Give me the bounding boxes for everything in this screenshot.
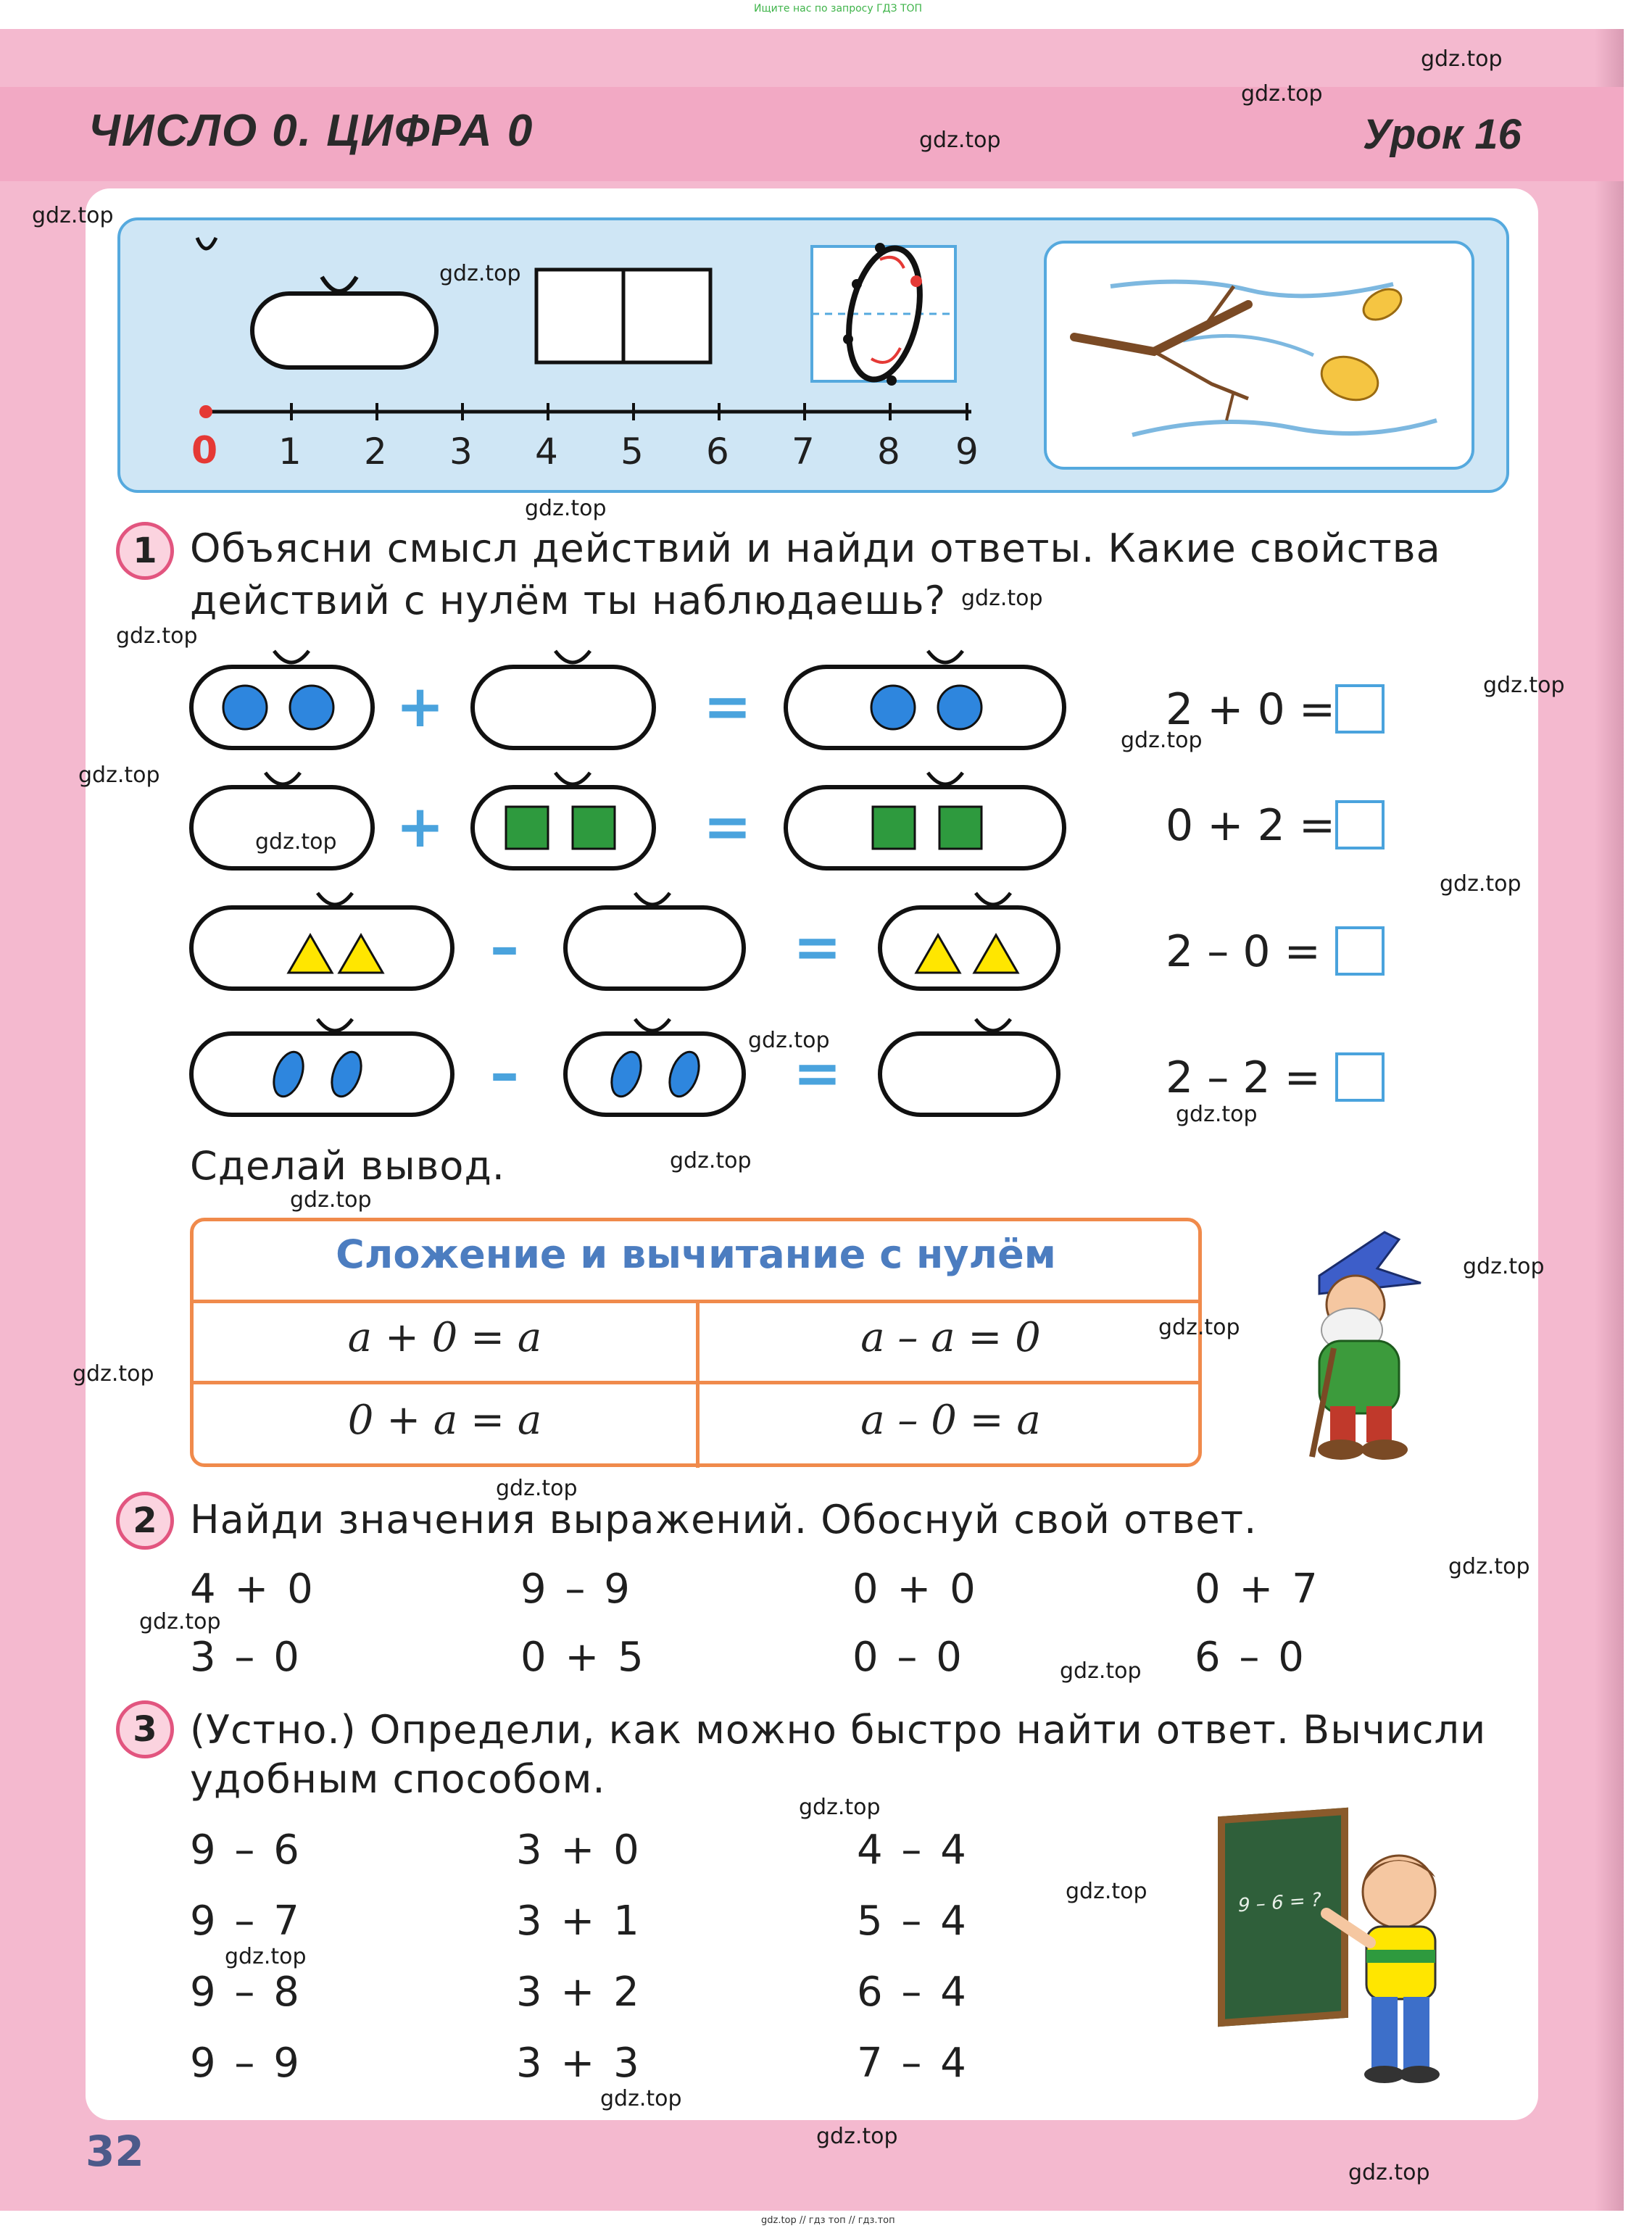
watermark: gdz.top: [439, 261, 521, 286]
row4-two-ovals-capsule: [191, 1019, 452, 1115]
task2-expr-r1-c2: 9 – 9: [520, 1566, 633, 1613]
task2-expr-r1-c1: 4 + 0: [190, 1566, 316, 1613]
rule-table-title: Сложение и вычитание с нулём: [336, 1231, 1056, 1277]
task1-pictures: [181, 638, 1080, 1145]
watermark: gdz.top: [225, 1944, 307, 1969]
task3-col2-1: 3 + 0: [516, 1827, 642, 1874]
watermark: gdz.top: [1448, 1554, 1530, 1579]
rule-cell-2: a – a = 0: [860, 1314, 1041, 1361]
watermark: gdz.top: [961, 586, 1043, 611]
number-line-label-4: 4: [535, 431, 558, 473]
task3-col1-2: 9 – 7: [190, 1898, 302, 1945]
watermark: gdz.top: [525, 496, 607, 521]
empty-cells-icon: [536, 270, 710, 362]
top-banner[interactable]: Ищите нас по запросу ГДЗ ТОП: [754, 3, 923, 14]
number-line-label-9: 9: [955, 431, 979, 473]
row4-minus: –: [490, 1039, 519, 1107]
row1-result-capsule: [786, 651, 1064, 748]
number-line-label-8: 8: [877, 431, 900, 473]
task2-expr-r2-c1: 3 – 0: [190, 1634, 302, 1681]
number-line-label-2: 2: [364, 431, 387, 473]
conclusion-text: Сделай вывод.: [190, 1143, 505, 1189]
equation-3: 2 – 0 =: [1166, 926, 1321, 977]
task2-text: Найди значения выражений. Обоснуй свой ответ.: [190, 1497, 1258, 1542]
watermark: gdz.top: [290, 1187, 372, 1213]
gnome-illustration: [1276, 1225, 1464, 1471]
task1-text-line1: Объясни смысл действий и найди ответы. Какие свойства: [190, 525, 1441, 571]
row4-two-ovals-capsule-2: [565, 1019, 744, 1115]
watermark: gdz.top: [670, 1148, 752, 1173]
task3-col1-3: 9 – 8: [190, 1969, 302, 2016]
rule-cell-3: 0 + a = a: [347, 1397, 542, 1444]
answer-box-4[interactable]: [1335, 1052, 1385, 1102]
rule-table: [190, 1218, 1202, 1467]
answer-box-3[interactable]: [1335, 926, 1385, 976]
row3-empty-capsule: [565, 893, 744, 989]
row1-plus: +: [396, 673, 445, 740]
page-title: ЧИСЛО 0. ЦИФРА 0: [88, 106, 534, 156]
watermark: gdz.top: [816, 2124, 898, 2149]
task1-number-badge: 1: [116, 522, 174, 580]
task3-col2-3: 3 + 2: [516, 1969, 642, 2016]
watermark: gdz.top: [1176, 1102, 1258, 1127]
task3-col3-2: 5 – 4: [857, 1898, 969, 1945]
task3-col3-3: 6 – 4: [857, 1969, 969, 2016]
digit-zero-writing-icon: [812, 241, 955, 386]
watermark: gdz.top: [1241, 81, 1323, 107]
number-line-label-5: 5: [620, 431, 644, 473]
task3-col3-1: 4 – 4: [857, 1827, 969, 1874]
number-line-label-1: 1: [278, 431, 302, 473]
answer-box-2[interactable]: [1335, 800, 1385, 849]
row2-plus: +: [396, 793, 445, 860]
watermark: gdz.top: [1158, 1315, 1240, 1340]
watermark: gdz.top: [1421, 46, 1503, 72]
row2-equals: =: [703, 793, 752, 860]
watermark: gdz.top: [72, 1361, 154, 1387]
lesson-label: Урок 16: [1363, 111, 1522, 158]
task3-text-line2: удобным способом.: [190, 1756, 606, 1802]
watermark: gdz.top: [496, 1476, 578, 1501]
task2-number-badge: 2: [116, 1492, 174, 1550]
task3-number-badge: 3: [116, 1700, 174, 1758]
watermark: gdz.top: [1440, 871, 1522, 897]
watermark: gdz.top: [78, 763, 160, 788]
watermark: gdz.top: [116, 623, 198, 649]
task2-expr-r1-c4: 0 + 7: [1195, 1566, 1321, 1613]
task3-col2-4: 3 + 3: [516, 2040, 642, 2087]
task3-col1-1: 9 – 6: [190, 1827, 302, 1874]
task3-col3-4: 7 – 4: [857, 2040, 969, 2087]
answer-box-1[interactable]: [1335, 684, 1385, 734]
number-line-label-7: 7: [792, 431, 815, 473]
watermark: gdz.top: [919, 128, 1001, 153]
number-line: [199, 403, 971, 420]
row3-minus: –: [490, 913, 519, 981]
watermark: gdz.top: [1060, 1658, 1142, 1684]
number-line-label-0: 0: [191, 429, 218, 473]
row3-equals: =: [793, 913, 842, 981]
equation-1: 2 + 0 =: [1166, 684, 1336, 735]
task2-expr-r2-c2: 0 + 5: [520, 1634, 647, 1681]
watermark: gdz.top: [1483, 673, 1565, 698]
page-number: 32: [86, 2127, 144, 2176]
task3-text-line1: (Устно.) Определи, как можно быстро найти ответ. Вычисли: [190, 1707, 1487, 1753]
watermark: gdz.top: [748, 1028, 830, 1053]
row1-empty-capsule: [473, 651, 654, 748]
task3-col1-4: 9 – 9: [190, 2040, 302, 2087]
row3-result-capsule: [880, 893, 1058, 989]
task3-col2-2: 3 + 1: [516, 1898, 642, 1945]
watermark: gdz.top: [1348, 2160, 1430, 2185]
boy-illustration: [1319, 1841, 1464, 2087]
empty-capsule-icon: [197, 238, 436, 367]
task2-expr-r1-c3: 0 + 0: [852, 1566, 979, 1613]
task1-text-line2: действий с нулём ты наблюдаешь?: [190, 578, 947, 623]
rule-cell-1: a + 0 = a: [347, 1314, 542, 1361]
chalkboard-text: 9 – 6 = ?: [1238, 1889, 1321, 1917]
watermark: gdz.top: [32, 203, 114, 228]
bottom-banner[interactable]: gdz.top // гдз топ // гдз.топ: [761, 2215, 895, 2226]
row2-two-squares-capsule: [473, 773, 654, 868]
task2-expr-r2-c4: 6 – 0: [1195, 1634, 1307, 1681]
number-line-label-3: 3: [449, 431, 473, 473]
equation-4: 2 – 2 =: [1166, 1052, 1321, 1103]
row1-two-dots-capsule: [191, 651, 373, 748]
watermark: gdz.top: [600, 2086, 682, 2111]
row2-result-capsule: [786, 773, 1064, 868]
wind-branch-picture: [1045, 242, 1473, 468]
equation-2: 0 + 2 =: [1166, 800, 1336, 851]
watermark: gdz.top: [799, 1795, 881, 1820]
rule-cell-4: a – 0 = a: [860, 1397, 1041, 1444]
row3-two-triangles-capsule: [191, 893, 452, 989]
watermark: gdz.top: [1121, 728, 1203, 753]
watermark: gdz.top: [1463, 1254, 1545, 1279]
watermark: gdz.top: [139, 1609, 221, 1634]
row1-equals: =: [703, 673, 752, 740]
watermark: gdz.top: [1066, 1879, 1147, 1904]
number-line-label-6: 6: [706, 431, 729, 473]
row4-equals: =: [793, 1039, 842, 1107]
page-right-edge: [1595, 29, 1624, 2211]
watermark: gdz.top: [255, 829, 337, 855]
task2-expr-r2-c3: 0 – 0: [852, 1634, 965, 1681]
row4-empty-result-capsule: [880, 1019, 1058, 1115]
